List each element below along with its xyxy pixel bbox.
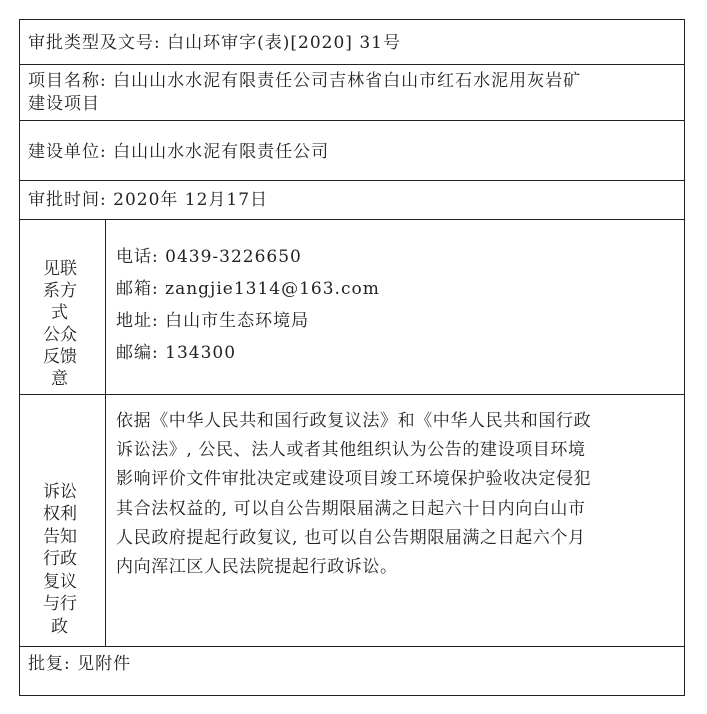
feedback-label-char: 反馈: [43, 347, 77, 367]
reply-row: [20, 647, 684, 697]
contact-phone: 电话: 0439-3226650: [116, 247, 302, 267]
feedback-label: [20, 220, 106, 394]
feedback-label-char: 公众: [43, 325, 77, 345]
feedback-label-char: 系方: [43, 281, 77, 301]
feedback-label-char: 式: [51, 303, 68, 323]
rights-label-char: 行政: [43, 549, 77, 569]
contact-address: 地址: 白山市生态环境局: [116, 311, 310, 331]
announcement-table: [19, 19, 685, 696]
rights-label-char: 复议: [43, 572, 77, 592]
rights-row: [20, 395, 684, 647]
feedback-label-char: 见联: [43, 259, 77, 279]
rights-line: 内向浑江区人民法院提起行政诉讼。: [116, 557, 398, 578]
builder-unit: 建设单位: 白山山水水泥有限责任公司: [28, 142, 330, 162]
approval-time-row: [20, 181, 684, 220]
rights-paragraph: [116, 407, 684, 582]
rights-label-char: 告知: [43, 527, 77, 547]
rights-label-char: 与行: [43, 594, 77, 614]
project-name-row: [20, 65, 684, 121]
rights-line: 诉讼法》, 公民、法人或者其他组织认为公告的建设项目环境: [116, 440, 586, 461]
rights-label: [20, 395, 106, 646]
approval-time: 审批时间: 2020年 12月17日: [28, 190, 269, 210]
feedback-row: [20, 220, 684, 395]
project-name-line-1: 项目名称: 白山山水水泥有限责任公司吉林省白山市红石水泥用灰岩矿: [28, 71, 582, 91]
rights-label-char: 诉讼: [43, 482, 77, 502]
reply-text: 批复: 见附件: [28, 654, 132, 674]
project-name-line-2: 建设项目: [28, 94, 100, 114]
rights-line: 人民政府提起行政复议, 也可以自公告期限届满之日起六个月: [116, 527, 586, 548]
rights-label-char: 政: [51, 617, 68, 637]
rights-line: 依据《中华人民共和国行政复议法》和《中华人民共和国行政: [116, 411, 592, 431]
builder-row: [20, 121, 684, 181]
rights-line: 其合法权益的, 可以自公告期限届满之日起六十日内向白山市: [116, 498, 586, 519]
contact-postcode: 邮编: 134300: [116, 343, 237, 363]
rights-label-char: 权利: [43, 504, 77, 524]
approval-number: 审批类型及文号: 白山环审字(表)[2020] 31号: [28, 33, 401, 53]
contact-email: 邮箱: zangjie1314@163.com: [116, 279, 380, 299]
approval-number-row: [20, 20, 684, 65]
feedback-label-char: 意: [51, 369, 68, 389]
rights-line: 影响评价文件审批决定或建设项目竣工环境保护验收决定侵犯: [116, 469, 592, 490]
